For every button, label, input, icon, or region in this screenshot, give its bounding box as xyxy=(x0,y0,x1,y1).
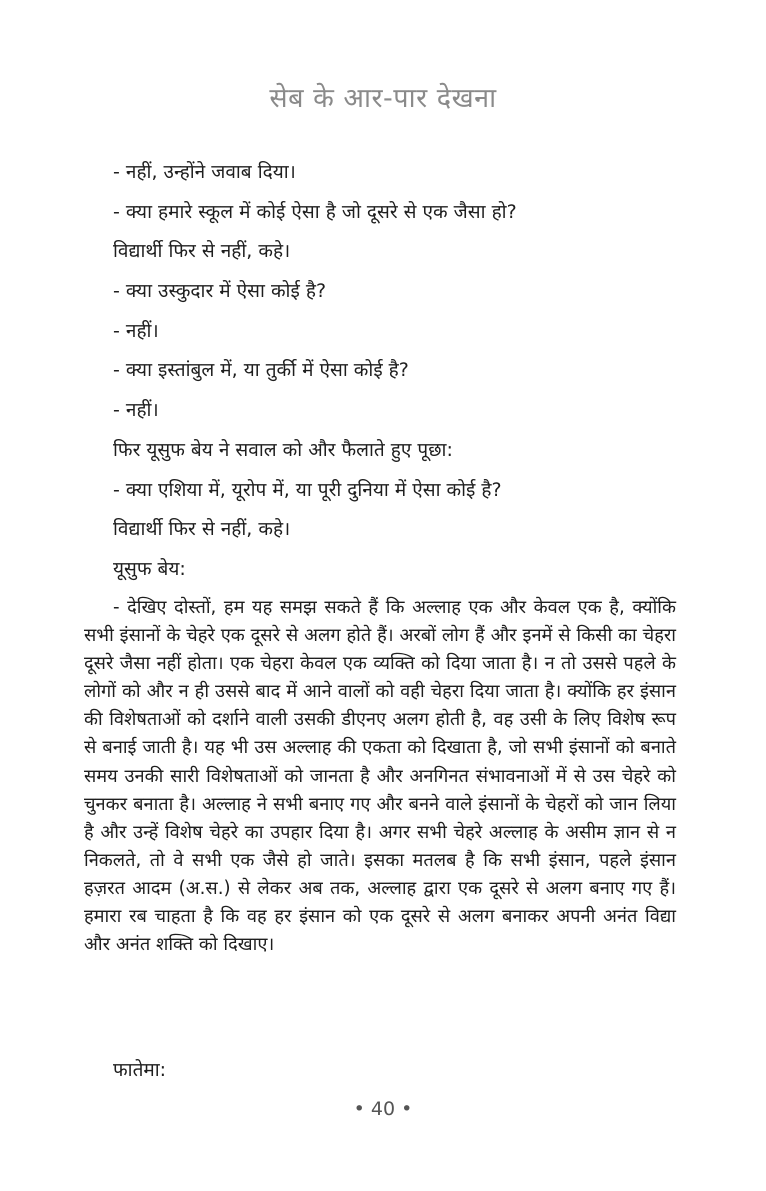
main-paragraph: - देखिए दोस्तों, हम यह समझ सकते हैं कि अल्लाह एक और केवल एक है, क्योंकि सभी इंसानों के चेहरे एक दूसरे से अलग होते हैं। अरबों लोग हैं और इनमें से किसी का चेहरा दूसरे जैसा नहीं होता। एक चेहरा केवल एक व्यक्ति को दिया जाता है। न तो उससे पहले के लोगों को और न ही उससे बाद में आने वालों को वही चेहरा दिया जाता है। क्योंकि हर इंसान की विशेषताओं को दर्शाने वाली उसकी डीएनए अलग होती है, वह उसी के लिए विशेष रूप से बनाई जाती है। यह भी उस अल्लाह की एकता को दिखाता है, जो सभी इंसानों को बनाते समय उनकी सारी विशेषताओं को जानता है और अनगिनत संभावनाओं में से उस चेहरे को चुनकर बनाता है। अल्लाह ने सभी बनाए गए और बनने वाले इंसानों के चेहरों को जान लिया है और उन्हें विशेष चेहरे का उपहार दिया है। अगर सभी चेहरे अल्लाह के असीम ज्ञान से न निकलते, तो वे सभी एक जैसे हो जाते। इसका मतलब है कि सभी इंसान, पहले इंसान हज़रत आदम (अ.स.) से लेकर अब तक, अल्लाह द्वारा एक दूसरे से अलग बनाए गए हैं। हमारा रब चाहता है कि वह हर इंसान को एक दूसरे से अलग बनाकर अपनी अनंत विद्या और अनंत शक्ति को दिखाए। xyxy=(84,597,676,956)
dialogue-line: - क्या एशिया में, यूरोप में, या पूरी दुनिया में ऐसा कोई है? xyxy=(113,478,502,501)
final-speaker-line: फातेमा: xyxy=(113,1059,167,1081)
dialogue-line: फिर यूसुफ बेय ने सवाल को और फैलाते हुए पूछा: xyxy=(113,438,453,461)
dialogue-line: - नहीं, उन्होंने जवाब दिया। xyxy=(113,161,296,183)
dialogue-line: विद्यार्थी फिर से नहीं, कहे। xyxy=(113,240,291,263)
page-number: • 40 • xyxy=(353,1098,413,1120)
running-title: सेब के आर-पार देखना xyxy=(269,83,497,114)
dialogue-list xyxy=(113,160,713,597)
dialogue-line: - नहीं। xyxy=(113,319,159,342)
dialogue-line: विद्यार्थी फिर से नहीं, कहे। xyxy=(113,518,291,541)
dialogue-line: - क्या हमारे स्कूल में कोई ऐसा है जो दूसरे से एक जैसा हो? xyxy=(113,200,517,223)
dialogue-line: - क्या उस्कुदार में ऐसा कोई है? xyxy=(113,280,327,303)
dialogue-line: यूसुफ बेय: xyxy=(113,557,186,580)
dialogue-line: - नहीं। xyxy=(113,399,159,422)
dialogue-line: - क्या इस्तांबुल में, या तुर्की में ऐसा कोई है? xyxy=(113,359,409,382)
